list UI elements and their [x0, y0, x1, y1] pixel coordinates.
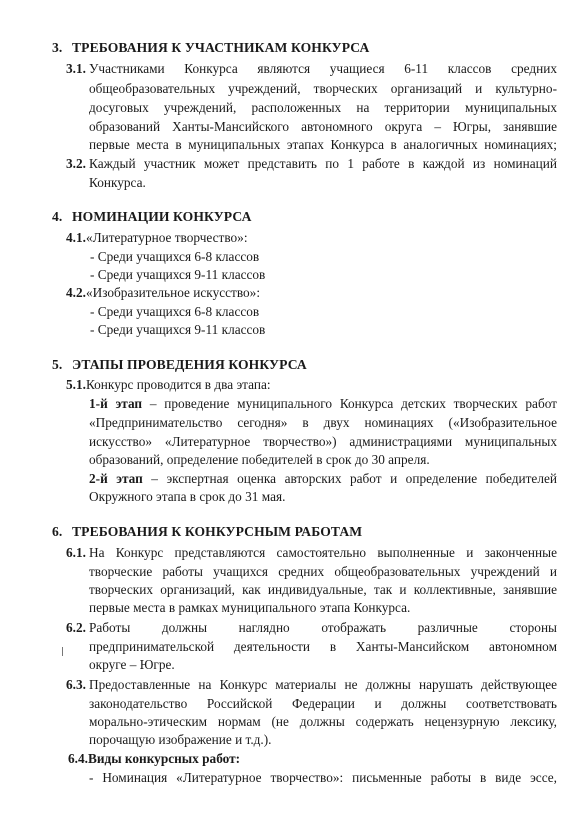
- section-3-heading: [52, 40, 369, 56]
- stage-1-line-3: искусство» «Литературное творчество») администрациями муниципальных: [89, 434, 557, 449]
- item-6-2-number: 6.2.: [66, 620, 86, 635]
- section-4-number: 4.: [52, 209, 63, 224]
- section-3-number: 3.: [52, 40, 63, 55]
- item-6-4-line-1: - Номинация «Литературное творчество»: письменные работы в виде эссе,: [89, 770, 557, 785]
- item-3-2-line-2: Конкурса.: [89, 175, 146, 190]
- item-6-1-number: 6.1.: [66, 545, 86, 560]
- item-3-1-line-3: досуговых учреждений, расположенных на территории муниципальных: [89, 100, 557, 115]
- section-6-number: 6.: [52, 524, 63, 539]
- item-4-1: 4.1.«Литературное творчество»:: [66, 230, 248, 245]
- item-6-3-line-3: морально-этическим нормам (не должны содержать нецензурную лексику,: [89, 714, 557, 729]
- item-3-1-line-4: образований Ханты-Мансийского автономного округа – Югры, занявшие: [89, 119, 557, 134]
- item-4-1-sub-2: - Среди учащихся 9-11 классов: [90, 267, 266, 282]
- item-6-2-line-3: округе – Югре.: [89, 657, 175, 672]
- item-6-2-line-1: Работы должны наглядно отображать различные стороны: [89, 620, 557, 635]
- section-4-title: НОМИНАЦИИ КОНКУРСА: [72, 209, 252, 224]
- section-6-heading: [52, 524, 362, 540]
- item-6-3-number: 6.3.: [66, 677, 86, 692]
- item-6-4: 6.4.Виды конкурсных работ:: [68, 751, 241, 766]
- section-5-heading: [52, 357, 307, 373]
- item-3-1-line-1: Участниками Конкурса являются учащиеся 6-11 классов средних: [89, 61, 557, 76]
- item-6-3-line-4: порочащую изображение и т.д.).: [89, 732, 272, 747]
- item-4-2-sub-1: - Среди учащихся 6-8 классов: [90, 304, 260, 319]
- item-6-3-line-2: законодательство Российской Федерации и должны соответствовать: [89, 696, 557, 711]
- item-6-1-line-1: На Конкурс представляются самостоятельно выполненные и законченные: [89, 545, 557, 560]
- item-3-1-line-2: общеобразовательных учреждений, творческих организаций и культурно-: [89, 81, 557, 96]
- item-3-2-number: 3.2.: [66, 156, 86, 171]
- item-6-1-line-4: первые места в рамках муниципального этапа Конкурса.: [89, 600, 411, 615]
- item-6-1-line-3: творческих организаций, как индивидуальные, так и коллективные, занявшие: [89, 582, 557, 597]
- item-6-2-line-2: предпринимательской деятельности в Ханты-Мансийском автономном: [89, 639, 557, 654]
- item-4-2: 4.2.«Изобразительное искусство»:: [66, 285, 261, 300]
- section-5-number: 5.: [52, 357, 63, 372]
- section-4-heading: [52, 209, 252, 225]
- item-4-2-sub-2: - Среди учащихся 9-11 классов: [90, 322, 266, 337]
- stage-1-line-4: образований, определение победителей в срок до 30 апреля.: [89, 452, 430, 467]
- item-3-2-line-1: Каждый участник может представить по 1 работе в каждой из номинаций: [89, 156, 557, 171]
- section-6-title: ТРЕБОВАНИЯ К КОНКУРСНЫМ РАБОТАМ: [72, 524, 363, 539]
- stage-1-line-1: 1-й этап – проведение муниципального Конкурса детских творческих работ: [89, 396, 557, 411]
- item-5-1: 5.1.Конкурс проводится в два этапа:: [66, 377, 271, 392]
- stage-1-line-2: «Предпринимательство сегодня» в двух номинациях («Изобразительное: [89, 415, 557, 430]
- item-4-1-sub-1: - Среди учащихся 6-8 классов: [90, 249, 260, 264]
- item-3-1-number: 3.1.: [66, 61, 86, 76]
- scan-mark: [62, 647, 63, 656]
- section-3-title: ТРЕБОВАНИЯ К УЧАСТНИКАМ КОНКУРСА: [72, 40, 370, 55]
- stage-2-line-2: Окружного этапа в срок до 31 мая.: [89, 489, 286, 504]
- stage-2-line-1: 2-й этап – экспертная оценка авторских работ и определение победителей: [89, 471, 557, 486]
- item-3-1-line-5: первые места в муниципальных этапах Конкурса в аналогичных номинациях;: [89, 137, 557, 152]
- item-6-3-line-1: Предоставленные на Конкурс материалы не должны нарушать действующее: [89, 677, 557, 692]
- item-6-1-line-2: творческие работы учащихся средних общеобразовательных учреждений и: [89, 564, 557, 579]
- section-5-title: ЭТАПЫ ПРОВЕДЕНИЯ КОНКУРСА: [72, 357, 307, 372]
